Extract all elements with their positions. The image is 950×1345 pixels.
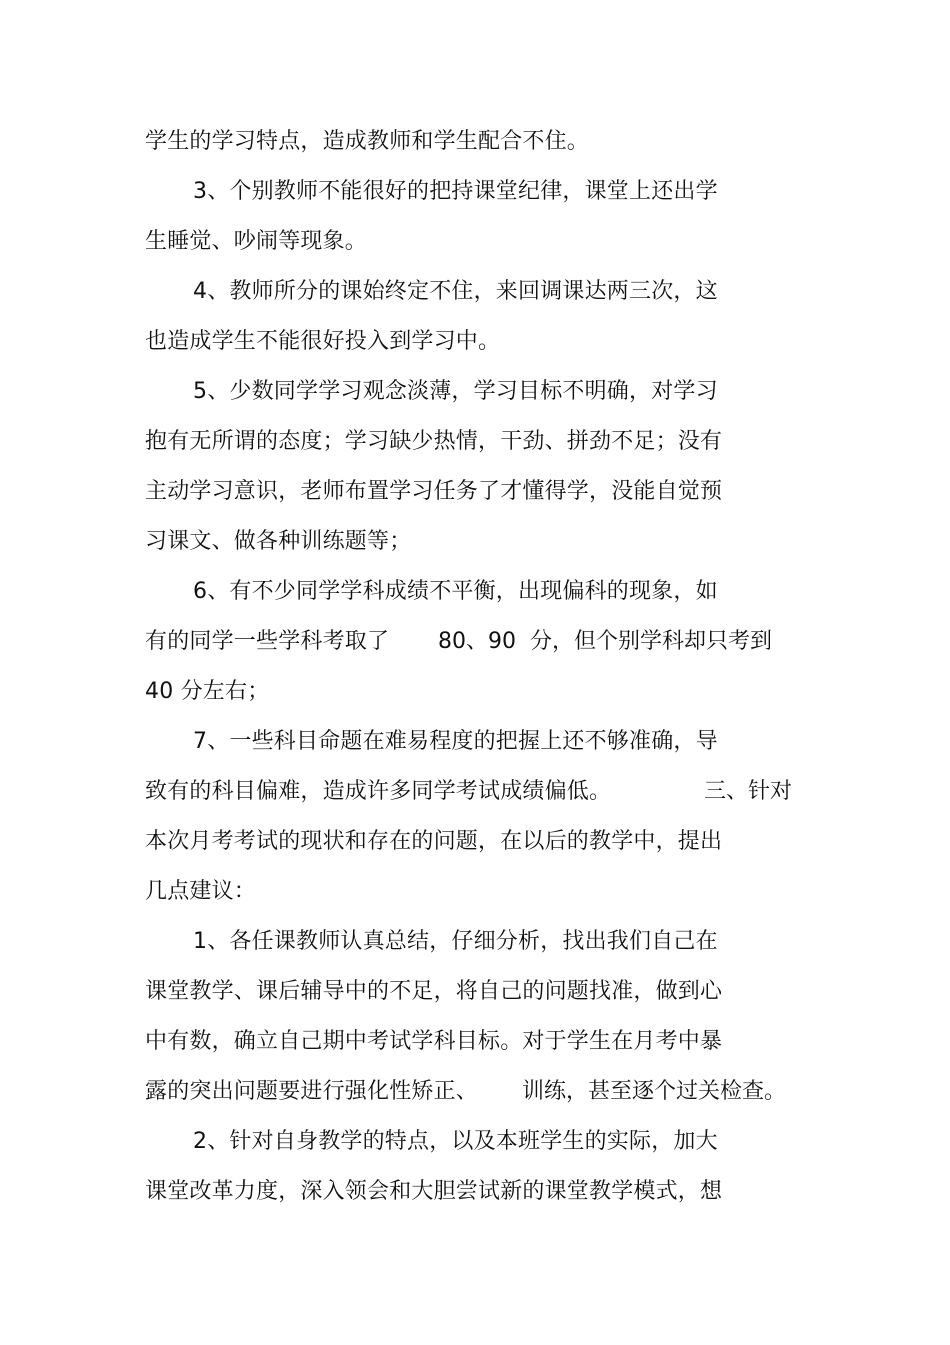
paragraph-line: 7、一些科目命题在难易程度的把握上还不够准确，导 <box>193 729 718 754</box>
paragraph-line: 有的同学一些学科考取了 <box>145 629 390 654</box>
paragraph-line: 学生的学习特点，造成教师和学生配合不住。 <box>145 129 590 154</box>
paragraph-line: 中有数，确立自己期中考试学科目标。对于学生在月考中暴 <box>145 1029 723 1054</box>
paragraph-line: 抱有无所谓的态度；学习缺少热情，干劲、拼劲不足；没有 <box>145 429 723 454</box>
paragraph-line: 本次月考考试的现状和存在的问题，在以后的教学中，提出 <box>145 829 723 854</box>
paragraph-line: 习课文、做各种训练题等； <box>145 529 412 554</box>
paragraph-line: 露的突出问题要进行强化性矫正、 <box>145 1079 479 1104</box>
paragraph-line: 几点建议： <box>145 879 257 904</box>
paragraph-line: 2、针对自身教学的特点，以及本班学生的实际，加大 <box>193 1129 718 1154</box>
paragraph-line: 生睡觉、吵闹等现象。 <box>145 229 368 254</box>
paragraph-line: 1、各任课教师认真总结，仔细分析，找出我们自己在 <box>193 929 718 954</box>
paragraph-line: 6、有不少同学学科成绩不平衡，出现偏科的现象，如 <box>193 579 718 604</box>
section-heading-fragment: 三、针对 <box>704 779 793 804</box>
paragraph-line: 3、个别教师不能很好的把持课堂纪律，课堂上还出学 <box>193 179 718 204</box>
paragraph-line-fragment: 80、90 分，但个别学科却只考到 <box>438 629 772 654</box>
paragraph-line: 致有的科目偏难，造成许多同学考试成绩偏低。 <box>145 779 612 804</box>
paragraph-line: 也造成学生不能很好投入到学习中。 <box>145 329 501 354</box>
paragraph-line: 课堂教学、课后辅导中的不足，将自己的问题找准，做到心 <box>145 979 723 1004</box>
paragraph-line: 40 分左右； <box>145 679 270 704</box>
paragraph-line: 5、少数同学学习观念淡薄，学习目标不明确，对学习 <box>193 379 718 404</box>
paragraph-line: 课堂改革力度，深入领会和大胆尝试新的课堂教学模式，想 <box>145 1179 723 1204</box>
paragraph-line: 4、教师所分的课始终定不住，来回调课达两三次，这 <box>193 279 718 304</box>
paragraph-line-fragment: 训练，甚至逐个过关检查。 <box>522 1079 787 1104</box>
paragraph-line: 主动学习意识，老师布置学习任务了才懂得学，没能自觉预 <box>145 479 723 504</box>
